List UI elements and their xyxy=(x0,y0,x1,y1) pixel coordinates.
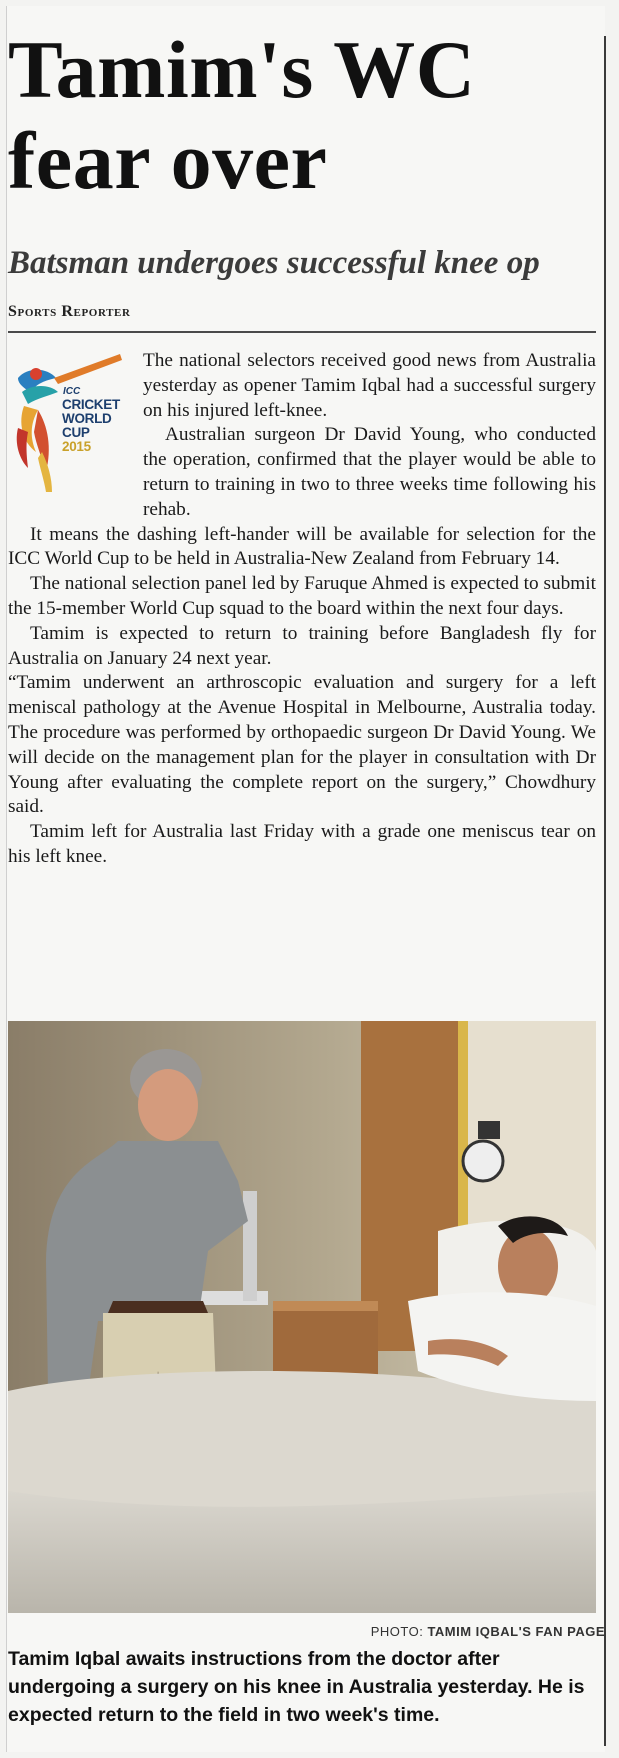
paragraph-1: The national selectors received good news from Australia yesterday as opener Tamim Iqbal had a successful surgery on his injured left-knee. xyxy=(143,350,596,421)
paragraph-4: The national selection panel led by Faruque Ahmed is expected to submit the 15-member World Cup squad to the board within the next four days. xyxy=(8,573,596,619)
logo-spacer xyxy=(8,349,143,498)
photo-credit-name: TAMIM IQBAL'S FAN PAGE xyxy=(427,1624,605,1639)
logo-icc-text: ICC xyxy=(63,386,81,397)
headline: Tamim's WC fear over xyxy=(8,24,476,206)
paragraph-2: Australian surgeon Dr David Young, who conducted the operation, confirmed that the player would be able to return to training in two to three weeks time following his rehab. xyxy=(143,424,596,520)
column-rule xyxy=(604,36,606,1746)
paragraph-3: It means the dashing left-hander will be available for selection for the ICC World Cup to be held in Australia-New Zealand from February 14. xyxy=(8,523,596,570)
logo-year: 2015 xyxy=(62,439,91,454)
photo-credit xyxy=(371,1624,605,1639)
paragraph-6: “Tamim underwent an arthroscopic evaluation and surgery for a left meniscal pathology at the Avenue Hospital in Melbourne, Australia today. The procedure was performed by orthopaedic surgeon Dr David Young. We will decide on the management plan for the player in consultation with Dr Young after evaluating the complete report on the surgery,” Chowdhury said. xyxy=(8,672,596,818)
logo-line-2: WORLD xyxy=(62,411,112,426)
logo-line-1: CRICKET xyxy=(62,397,120,412)
article-body xyxy=(8,349,596,870)
subheadline: Batsman undergoes successful knee op xyxy=(8,245,540,281)
logo-line-3: CUP xyxy=(62,425,90,440)
byline-divider xyxy=(8,331,596,333)
byline: Sports Reporter xyxy=(8,303,131,320)
paragraph-7: Tamim left for Australia last Friday with a grade one meniscus tear on his left knee. xyxy=(8,821,596,867)
hospital-photo-icon xyxy=(8,1021,596,1613)
photo-credit-prefix: PHOTO: xyxy=(370,1624,424,1639)
article-photo xyxy=(8,1021,596,1613)
photo-caption: Tamim Iqbal awaits instructions from the doctor after undergoing a surgery on his knee in Australia yesterday. He is expected return to the field in two week's time. xyxy=(8,1648,585,1726)
paragraph-5: Tamim is expected to return to training before Bangladesh fly for Australia on January 24 next year. xyxy=(8,622,596,669)
